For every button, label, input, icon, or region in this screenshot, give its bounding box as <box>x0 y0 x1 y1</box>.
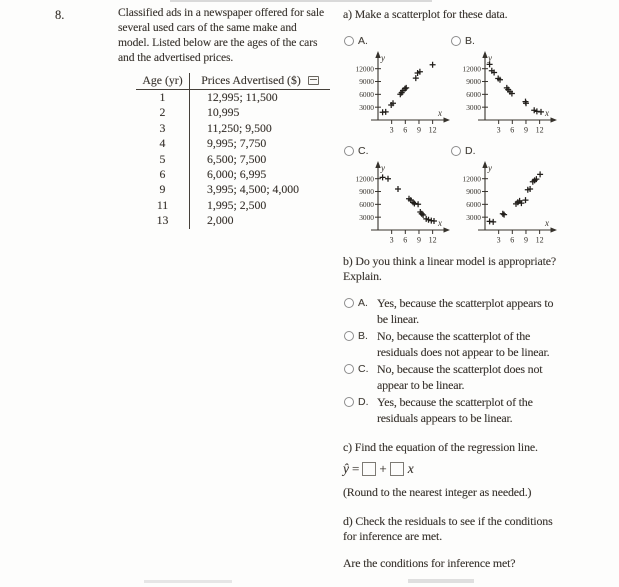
svg-text:6000: 6000 <box>466 199 481 209</box>
problem-statement <box>118 6 344 66</box>
intercept-answer-box[interactable] <box>362 462 376 476</box>
svg-text:9000: 9000 <box>466 77 481 87</box>
option-text-line: residuals appears to be linear. <box>377 410 513 425</box>
statement-line: and the advertised prices. <box>118 50 234 64</box>
copy-data-icon-detail <box>310 79 317 80</box>
part-b-option-d-radio[interactable] <box>344 397 354 407</box>
scatterplot-option-d[interactable] <box>453 158 561 255</box>
svg-text:3: 3 <box>389 235 394 245</box>
table-row <box>136 136 330 151</box>
svg-text:12000: 12000 <box>355 64 374 74</box>
svg-text:6000: 6000 <box>466 89 481 99</box>
age-cell: 1 <box>136 90 190 105</box>
table-row <box>136 198 330 213</box>
part-a-option-c[interactable] <box>344 145 454 255</box>
part-b-option-d[interactable] <box>344 395 597 426</box>
svg-text:9: 9 <box>416 125 421 135</box>
svg-text:9: 9 <box>523 125 528 135</box>
table-row <box>136 167 330 182</box>
part-b-option-a-text <box>377 296 597 327</box>
age-cell: 9 <box>136 182 190 197</box>
svg-text:6: 6 <box>510 125 515 135</box>
part-b-option-c-label: C. <box>358 363 369 375</box>
option-text-line: No, because the scatterplot of the <box>377 329 531 343</box>
copy-data-icon[interactable] <box>308 76 319 85</box>
table-row <box>136 105 330 120</box>
part-b-prompt-line: b) Do you think a linear model is appropriate? <box>343 254 557 268</box>
scatterplot-svg <box>453 158 559 250</box>
part-a-option-d-label: D. <box>465 145 476 157</box>
part-b-option-b-text <box>377 329 597 360</box>
part-b-option-d-text <box>377 395 597 426</box>
part-d-prompt <box>343 514 553 544</box>
statement-line: model. Listed below are the ages of the cars <box>118 35 318 49</box>
part-b-option-a-label: A. <box>358 297 368 309</box>
data-points <box>380 174 437 224</box>
svg-text:y: y <box>488 163 492 173</box>
svg-text:3: 3 <box>389 125 394 135</box>
option-text-line: appear to be linear. <box>377 377 465 392</box>
svg-text:y: y <box>381 53 385 63</box>
prices-cell: 6,000; 6,995 <box>207 166 267 181</box>
prices-cell: 10,995 <box>207 105 240 120</box>
part-b-option-c-radio[interactable] <box>344 364 354 374</box>
svg-text:3: 3 <box>496 125 501 135</box>
prices-column-header: Prices Advertised ($) <box>201 73 301 87</box>
part-d-question: Are the conditions for inference met? <box>343 556 516 570</box>
svg-text:6000: 6000 <box>359 89 374 99</box>
data-table <box>136 72 330 229</box>
option-text-line: be linear. <box>377 311 419 326</box>
part-b-option-c-text <box>377 362 597 393</box>
scatterplot-svg <box>453 48 559 140</box>
y-hat-symbol: ŷ <box>343 461 349 476</box>
svg-text:12000: 12000 <box>355 174 374 184</box>
age-cell: 6 <box>136 167 190 182</box>
svg-text:9000: 9000 <box>359 77 374 87</box>
prices-cell: 2,000 <box>207 213 234 228</box>
table-row <box>136 121 330 136</box>
svg-text:9000: 9000 <box>466 187 481 197</box>
svg-text:6: 6 <box>403 125 408 135</box>
prices-cell: 11,250; 9,500 <box>207 120 272 135</box>
part-b-option-b-radio[interactable] <box>344 331 354 341</box>
data-points <box>380 62 436 116</box>
svg-text:6000: 6000 <box>359 199 374 209</box>
data-table-body <box>136 90 330 229</box>
data-points <box>487 61 544 115</box>
plus-sign: + <box>379 461 387 476</box>
part-b-option-c[interactable] <box>344 362 597 393</box>
svg-text:x: x <box>545 218 549 228</box>
table-row <box>136 152 330 167</box>
part-a-prompt: a) Make a scatterplot for these data. <box>343 7 508 21</box>
part-a-option-b-label: B. <box>465 35 475 47</box>
svg-text:x: x <box>438 218 442 228</box>
option-text-line: No, because the scatterplot does not <box>377 362 543 376</box>
table-row <box>136 90 330 105</box>
age-cell: 11 <box>136 198 190 213</box>
svg-text:3000: 3000 <box>359 212 374 222</box>
prices-cell: 6,500; 7,500 <box>207 151 267 166</box>
equals-sign: = <box>352 461 360 476</box>
option-text-line: Yes, because the scatterplot of the <box>377 395 533 409</box>
scan-artifact-bottom-right <box>408 579 474 583</box>
part-a-option-d-radio[interactable] <box>451 146 461 156</box>
scatterplot-svg <box>346 158 452 250</box>
scatterplot-option-a[interactable] <box>346 48 454 145</box>
part-b-option-b-label: B. <box>358 330 368 342</box>
svg-text:9: 9 <box>523 235 528 245</box>
option-text-line: residuals does not appear to be linear. <box>377 344 550 359</box>
option-text-line: Yes, because the scatterplot appears to <box>377 296 554 310</box>
part-a-option-b[interactable] <box>451 35 561 145</box>
statement-line: several used cars of the same make and <box>118 20 297 34</box>
prices-cell: 9,995; 7,750 <box>207 136 267 151</box>
x-variable: x <box>407 461 414 476</box>
scan-artifact-top <box>170 0 432 2</box>
part-d-prompt-line: d) Check the residuals to see if the conditions <box>343 514 553 528</box>
age-cell: 3 <box>136 121 190 136</box>
part-a-option-c-radio[interactable] <box>344 146 354 156</box>
scan-artifact-bottom-left <box>144 580 232 583</box>
prices-cell: 12,995; 11,500 <box>207 90 278 104</box>
part-b-prompt-line: Explain. <box>343 269 382 283</box>
svg-text:12: 12 <box>535 125 544 135</box>
age-column-header: Age (yr) <box>136 73 190 89</box>
scatterplot-option-b[interactable] <box>453 48 561 145</box>
part-a-option-c-label: C. <box>358 145 369 157</box>
part-c-prompt: c) Find the equation of the regression line. <box>343 440 538 454</box>
part-b-option-b[interactable] <box>344 329 597 360</box>
data-points <box>487 171 543 225</box>
rounding-note: (Round to the nearest integer as needed.) <box>343 485 532 499</box>
svg-text:12000: 12000 <box>462 174 481 184</box>
svg-text:12: 12 <box>428 235 437 245</box>
svg-text:y: y <box>488 53 492 63</box>
svg-text:3000: 3000 <box>466 212 481 222</box>
svg-text:12000: 12000 <box>462 64 481 74</box>
part-a-option-b-radio[interactable] <box>451 36 461 46</box>
scatterplot-option-c[interactable] <box>346 158 454 255</box>
age-cell: 4 <box>136 136 190 151</box>
part-a-option-a[interactable] <box>344 35 454 145</box>
svg-text:9000: 9000 <box>359 187 374 197</box>
part-b-option-a-radio[interactable] <box>344 298 354 308</box>
statement-line: Classified ads in a newspaper offered for sale <box>118 6 325 19</box>
table-row <box>136 213 330 228</box>
svg-text:3000: 3000 <box>466 102 481 112</box>
svg-text:12: 12 <box>535 235 544 245</box>
prices-cell: 3,995; 4,500; 4,000 <box>207 182 300 197</box>
svg-text:x: x <box>545 108 549 118</box>
prices-cell: 1,995; 2,500 <box>207 197 267 212</box>
part-a-option-d[interactable] <box>451 145 561 255</box>
age-cell: 5 <box>136 152 190 167</box>
part-a-option-a-label: A. <box>358 35 368 47</box>
part-a-option-a-radio[interactable] <box>344 36 354 46</box>
part-b-option-a[interactable] <box>344 296 597 327</box>
svg-text:3000: 3000 <box>359 102 374 112</box>
part-b-prompt <box>343 254 556 284</box>
svg-text:6: 6 <box>403 235 408 245</box>
svg-text:12: 12 <box>428 125 437 135</box>
part-b-option-d-label: D. <box>358 396 369 408</box>
table-row <box>136 182 330 197</box>
svg-text:6: 6 <box>510 235 515 245</box>
regression-equation <box>343 461 414 477</box>
data-table-header <box>136 72 330 90</box>
part-d-prompt-line: for inference are met. <box>343 529 443 543</box>
svg-text:x: x <box>438 108 442 118</box>
scatterplot-svg <box>346 48 452 140</box>
slope-answer-box[interactable] <box>390 462 404 476</box>
problem-number: 8. <box>55 8 65 22</box>
age-cell: 2 <box>136 105 190 120</box>
svg-text:9: 9 <box>416 235 421 245</box>
age-cell: 13 <box>136 213 190 228</box>
svg-text:y: y <box>381 163 385 173</box>
svg-text:3: 3 <box>496 235 501 245</box>
